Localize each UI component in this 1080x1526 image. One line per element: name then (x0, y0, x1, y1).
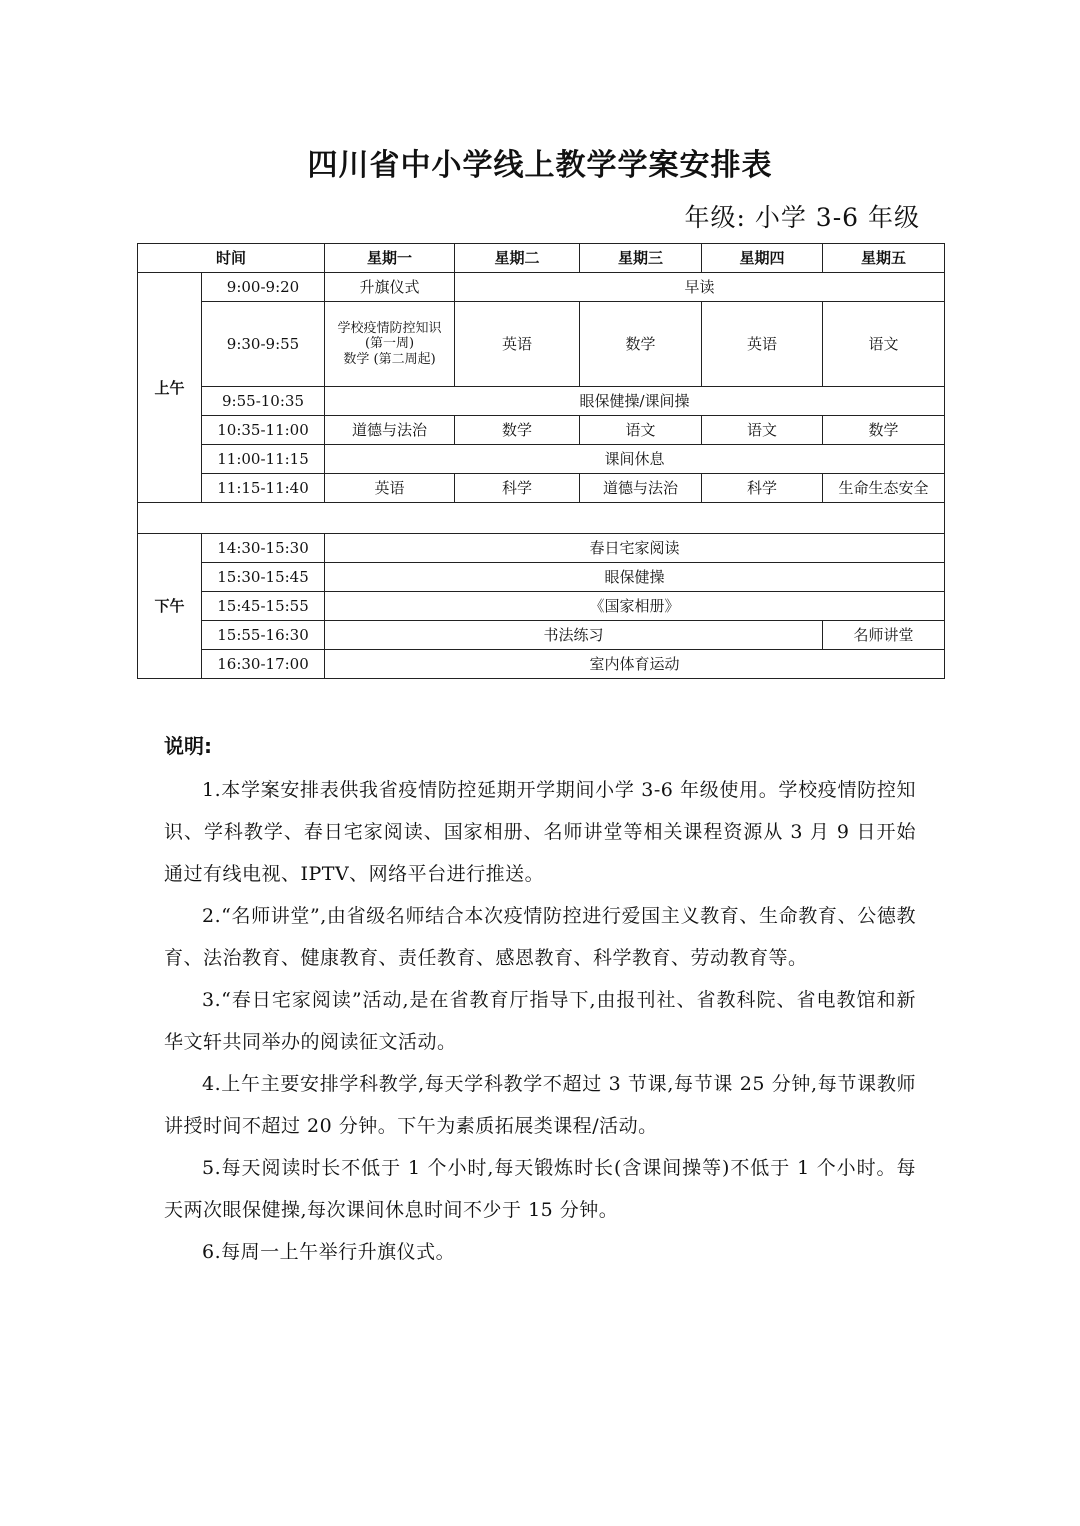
cell-tuesday: 英语 (455, 302, 580, 387)
cell-all-week: 眼保健操/课间操 (325, 387, 945, 416)
cell-all-week: 室内体育运动 (325, 650, 945, 679)
table-row (138, 445, 945, 474)
time-cell: 11:15-11:40 (202, 474, 325, 503)
cell-line: 数学 (第二周起) (343, 351, 436, 367)
table-spacer-row (138, 503, 945, 534)
cell-all-week: 眼保健操 (325, 563, 945, 592)
cell-mon-thu: 书法练习 (325, 621, 823, 650)
table-row (138, 416, 945, 445)
cell-all-week: 《国家相册》 (325, 592, 945, 621)
header-monday: 星期一 (325, 244, 455, 273)
cell-all-week: 课间休息 (325, 445, 945, 474)
time-cell: 10:35-11:00 (202, 416, 325, 445)
cell-tue-fri: 早读 (455, 273, 945, 302)
table-header-row (138, 244, 945, 273)
table-row (138, 273, 945, 302)
notes-heading: 说明: (164, 734, 212, 758)
grade-label: 年级: 小学 3-6 年级 (684, 203, 920, 232)
note-item: 4.上午主要安排学科教学,每天学科教学不超过 3 节课,每节课 25 分钟,每节课教师讲授时间不超过 20 分钟。下午为素质拓展类课程/活动。 (164, 1073, 916, 1137)
cell-thursday: 科学 (702, 474, 823, 503)
notes-section (164, 730, 916, 1273)
empty-cell (138, 503, 945, 534)
cell-monday: 英语 (325, 474, 455, 503)
table-row (138, 474, 945, 503)
time-cell: 15:55-16:30 (202, 621, 325, 650)
cell-thursday: 英语 (702, 302, 823, 387)
period-morning: 上午 (138, 273, 202, 503)
cell-wednesday: 道德与法治 (580, 474, 702, 503)
cell-monday: 升旗仪式 (325, 273, 455, 302)
cell-friday: 生命生态安全 (823, 474, 945, 503)
table-row (138, 592, 945, 621)
cell-friday: 数学 (823, 416, 945, 445)
header-wednesday: 星期三 (580, 244, 702, 273)
table-row (138, 621, 945, 650)
table-row (138, 534, 945, 563)
time-cell: 9:00-9:20 (202, 273, 325, 302)
note-item: 6.每周一上午举行升旗仪式。 (202, 1241, 456, 1263)
cell-thursday: 语文 (702, 416, 823, 445)
table-row (138, 650, 945, 679)
cell-wednesday: 数学 (580, 302, 702, 387)
note-item: 3.“春日宅家阅读”活动,是在省教育厅指导下,由报刊社、省教科院、省电教馆和新华文轩共同举办的阅读征文活动。 (164, 989, 916, 1053)
period-afternoon: 下午 (138, 534, 202, 679)
schedule-table (137, 243, 945, 679)
header-thursday: 星期四 (702, 244, 823, 273)
time-cell: 16:30-17:00 (202, 650, 325, 679)
note-item: 2.“名师讲堂”,由省级名师结合本次疫情防控进行爱国主义教育、生命教育、公德教育、法治教育、健康教育、责任教育、感恩教育、科学教育、劳动教育等。 (164, 905, 916, 969)
time-cell: 9:30-9:55 (202, 302, 325, 387)
cell-monday (325, 302, 455, 387)
cell-tuesday: 数学 (455, 416, 580, 445)
header-friday: 星期五 (823, 244, 945, 273)
cell-wednesday: 语文 (580, 416, 702, 445)
time-cell: 15:45-15:55 (202, 592, 325, 621)
time-cell: 11:00-11:15 (202, 445, 325, 474)
time-cell: 15:30-15:45 (202, 563, 325, 592)
table-row (138, 387, 945, 416)
note-item: 5.每天阅读时长不低于 1 个小时,每天锻炼时长(含课间操等)不低于 1 个小时。每天两次眼保健操,每次课间休息时间不少于 15 分钟。 (164, 1157, 916, 1221)
header-time: 时间 (138, 244, 325, 273)
cell-line: 学校疫情防控知识 (337, 320, 442, 336)
cell-line: (第一周) (364, 336, 415, 352)
cell-monday: 道德与法治 (325, 416, 455, 445)
page-title: 四川省中小学线上教学学案安排表 (307, 148, 773, 183)
cell-friday: 名师讲堂 (823, 621, 945, 650)
header-tuesday: 星期二 (455, 244, 580, 273)
cell-all-week: 春日宅家阅读 (325, 534, 945, 563)
cell-tuesday: 科学 (455, 474, 580, 503)
time-cell: 9:55-10:35 (202, 387, 325, 416)
cell-friday: 语文 (823, 302, 945, 387)
table-row (138, 302, 945, 387)
note-item: 1.本学案安排表供我省疫情防控延期开学期间小学 3-6 年级使用。学校疫情防控知识、学科教学、春日宅家阅读、国家相册、名师讲堂等相关课程资源从 3 月 9 日开始通过有线电视、IPTV、网络平台进行推送。 (164, 779, 916, 885)
table-row (138, 563, 945, 592)
time-cell: 14:30-15:30 (202, 534, 325, 563)
